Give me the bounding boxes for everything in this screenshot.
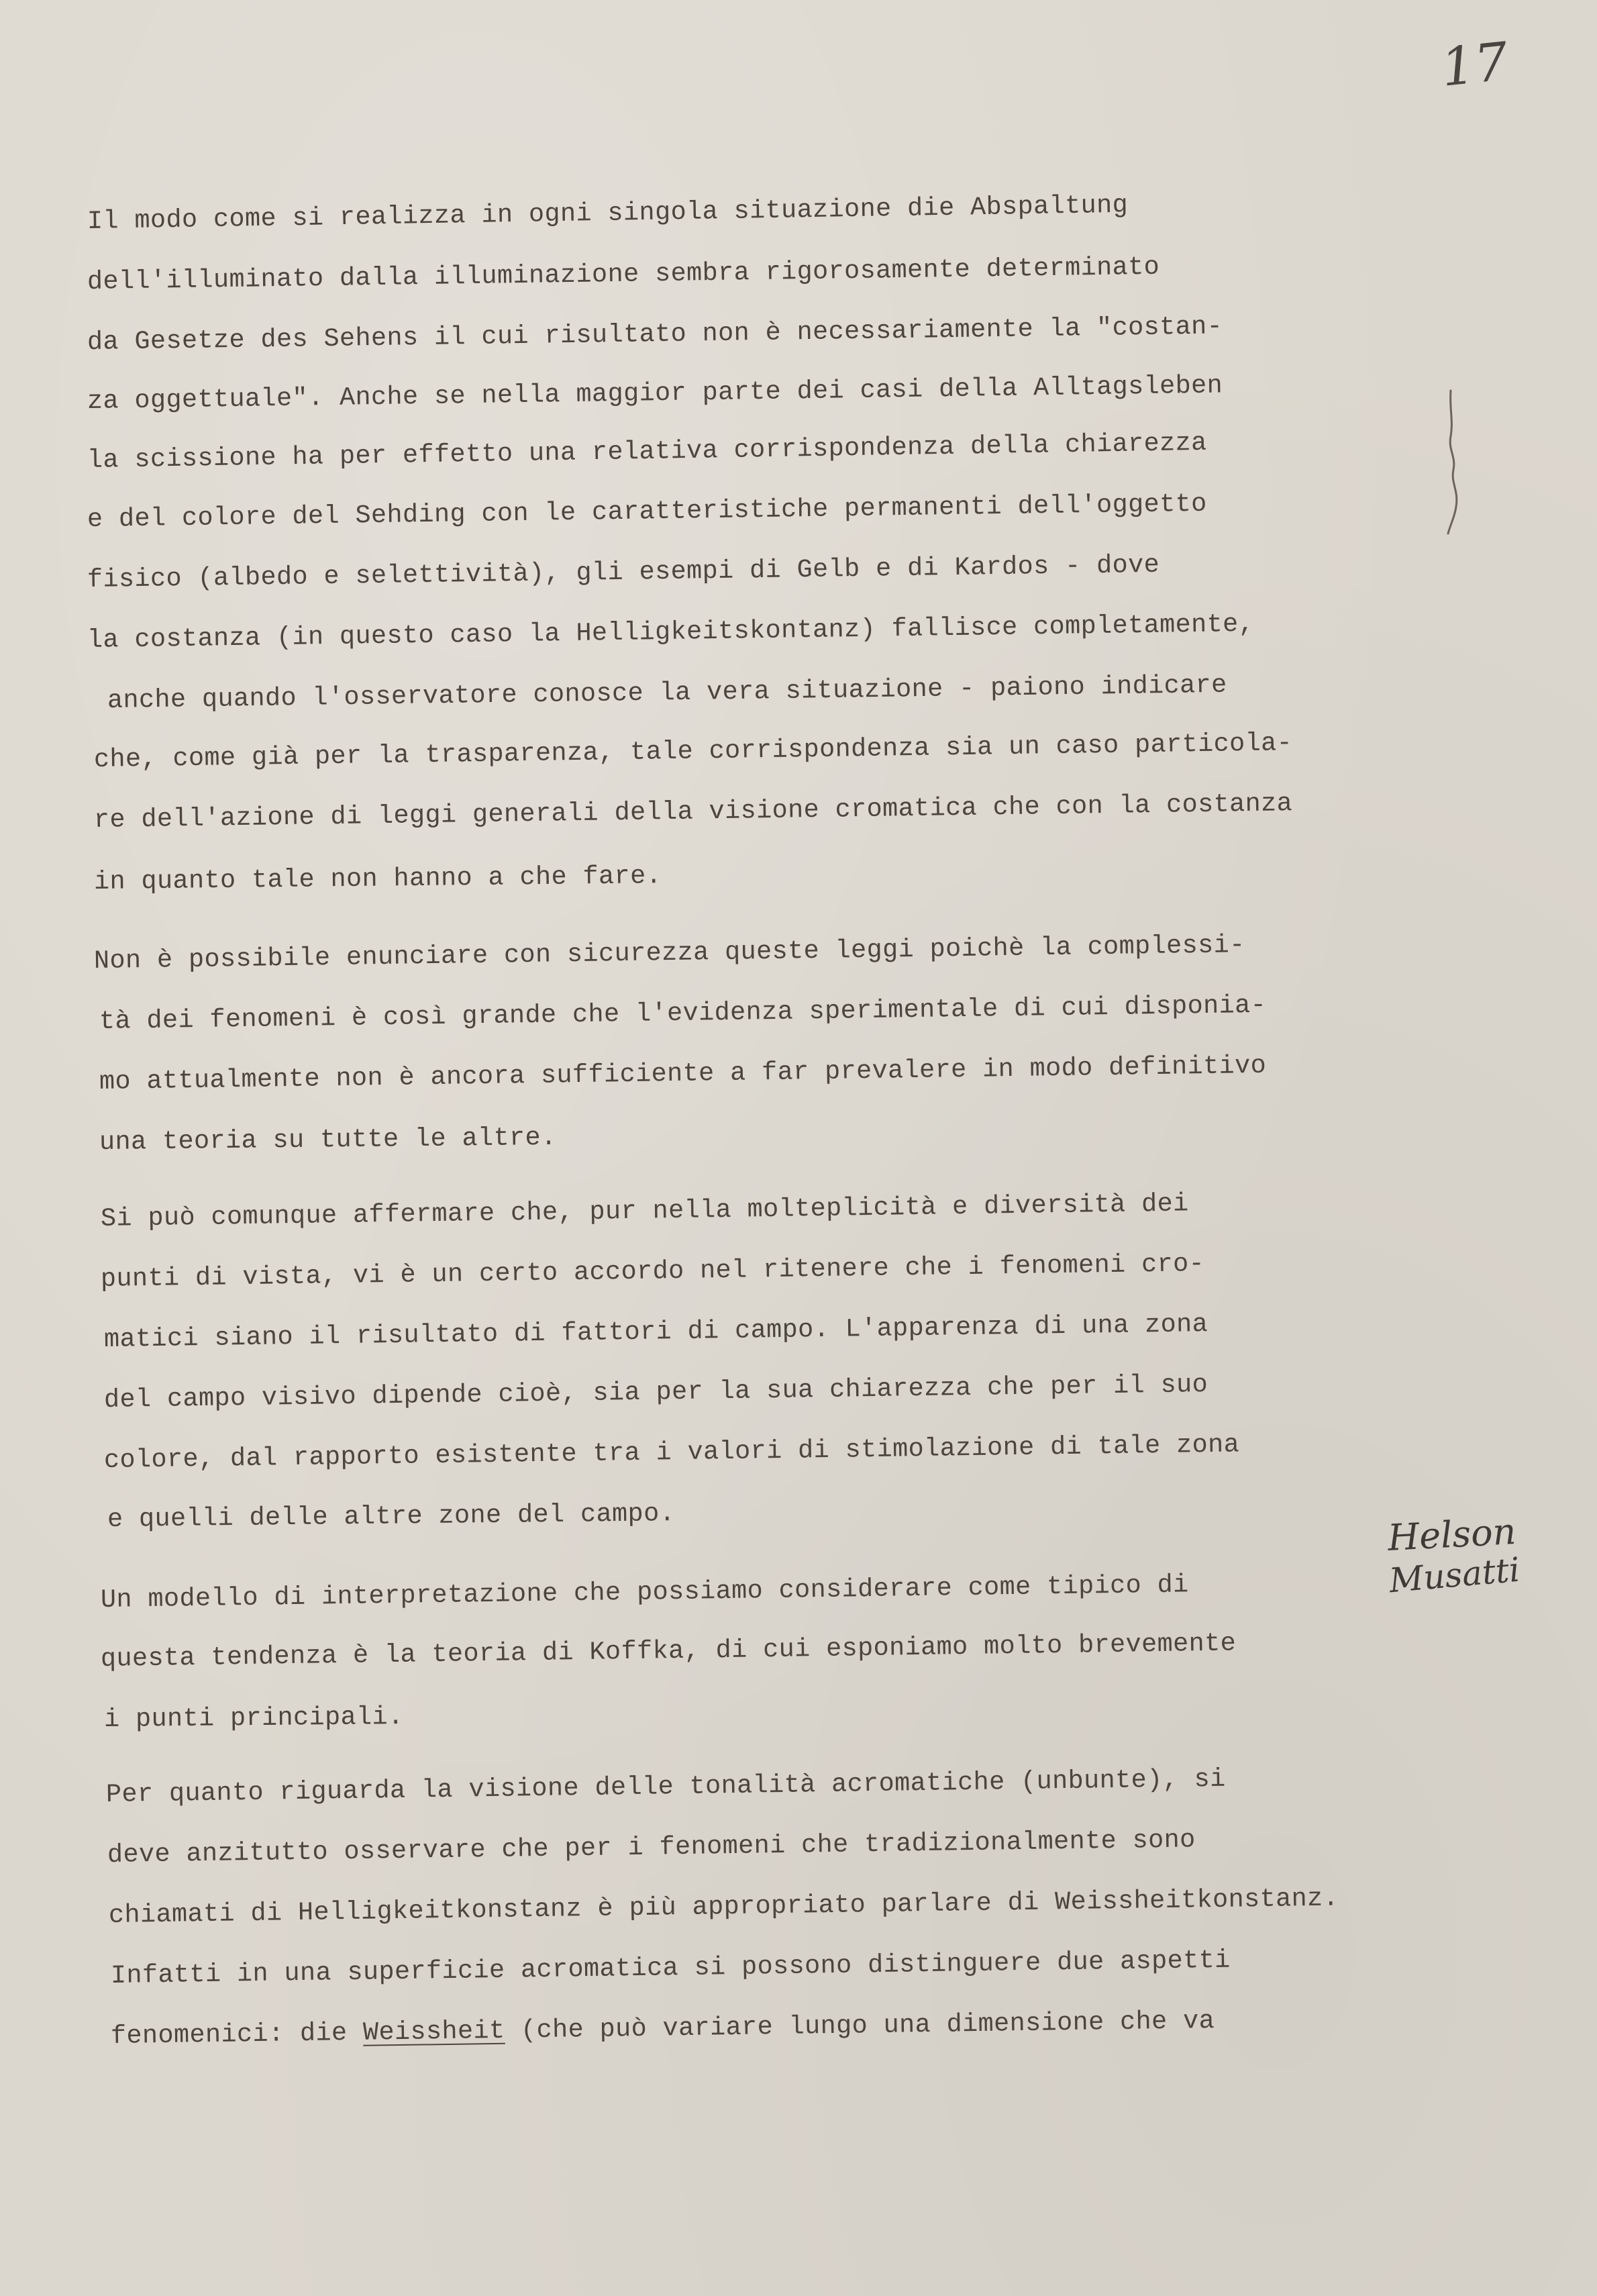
paragraph-5-line-1: Per quanto riguarda la visione delle tonalità acromatiche (unbunte), si <box>105 1764 1226 1809</box>
paragraph-2-line-2: tà dei fenomeni è così grande che l'evidenza sperimentale di cui disponia- <box>99 990 1267 1036</box>
paragraph-1-line-11: re dell'azione di leggi generali della visione cromatica che con la costanza <box>93 789 1293 835</box>
underlined-term: Weissheit <box>362 2015 505 2048</box>
paragraph-4-line-2: questa tendenza è la teoria di Koffka, di cui esponiamo molto brevemente <box>100 1628 1237 1674</box>
paragraph-1-line-8: la costanza (in questo caso la Helligkeitskontanz) fallisce completamente, <box>87 609 1255 655</box>
line-text-after: (che può variare lungo una dimensione che va <box>505 2006 1215 2046</box>
paragraph-1-line-10: che, come già per la trasparenza, tale corrispondenza sia un caso particola- <box>93 728 1293 775</box>
handwritten-note-musatti: Musatti <box>1387 1550 1522 1601</box>
paragraph-3-line-1: Si può comunque affermare che, pur nella molteplicità e diversità dei <box>100 1189 1189 1234</box>
handwritten-note-helson: Helson <box>1386 1510 1517 1559</box>
margin-bracket-mark <box>1441 389 1482 537</box>
paragraph-4-line-1: Un modello di interpretazione che possiamo considerare come tipico di <box>100 1570 1189 1615</box>
paragraph-2-line-3: mo attualmente non è ancora sufficiente a far prevalere in modo definitivo <box>99 1050 1267 1097</box>
page-number: 17 <box>1438 32 1511 99</box>
paragraph-5-line-2: deve anzitutto osservare che per i fenomeni che tradizionalmente sono <box>107 1825 1196 1870</box>
paragraph-3-line-4: del campo visivo dipende cioè, sia per la sua chiarezza che per il suo <box>103 1370 1208 1415</box>
paragraph-1-line-1: Il modo come si realizza in ogni singola situazione die Abspaltung <box>87 190 1129 236</box>
paragraph-3-line-6: e quelli delle altre zone del campo. <box>107 1499 676 1534</box>
paragraph-3-line-2: punti di vista, vi è un certo accordo nel ritenere che i fenomeni cro- <box>100 1249 1205 1294</box>
paragraph-5-line-3: chiamati di Helligkeitkonstanz è più appropriato parlare di Weissheitkonstanz. <box>108 1883 1339 1930</box>
paragraph-1-line-4: za oggettuale". Anche se nella maggior parte dei casi della Alltagsleben <box>87 370 1223 416</box>
paragraph-3-line-3: matici siano il risultato di fattori di campo. L'apparenza di una zona <box>103 1309 1208 1354</box>
paragraph-2-line-1: Non è possibile enunciare con sicurezza queste leggi poichè la complessi- <box>93 930 1245 976</box>
paragraph-1-line-7: fisico (albedo e selettività), gli esempi di Gelb e di Kardos - dove <box>87 550 1160 595</box>
paragraph-4-line-3: i punti principali. <box>103 1702 404 1734</box>
paragraph-1-line-12: in quanto tale non hanno a che fare. <box>93 861 662 897</box>
line-text-before: fenomenici: die <box>110 2017 364 2051</box>
paragraph-1-line-2: dell'illuminato dalla illuminazione sembra rigorosamente determinato <box>87 252 1160 297</box>
paragraph-1-line-5: la scissione ha per effetto una relativa corrispondenza della chiarezza <box>87 428 1207 475</box>
paragraph-2-line-4: una teoria su tutte le altre. <box>99 1122 557 1157</box>
paragraph-5-line-4: Infatti in una superficie acromatica si possono distinguere due aspetti <box>110 1945 1231 1991</box>
paragraph-1-line-6: e del colore del Sehding con le caratteristiche permanenti dell'oggetto <box>87 489 1207 534</box>
paragraph-5-line-5 <box>111 2006 1215 2051</box>
paragraph-1-line-3: da Gesetze des Sehens il cui risultato non è necessariamente la "costan- <box>87 311 1223 357</box>
paragraph-3-line-5: colore, dal rapporto esistente tra i valori di stimolazione di tale zona <box>103 1430 1240 1475</box>
paragraph-1-line-9: anche quando l'osservatore conosce la vera situazione - paiono indicare <box>107 670 1227 715</box>
